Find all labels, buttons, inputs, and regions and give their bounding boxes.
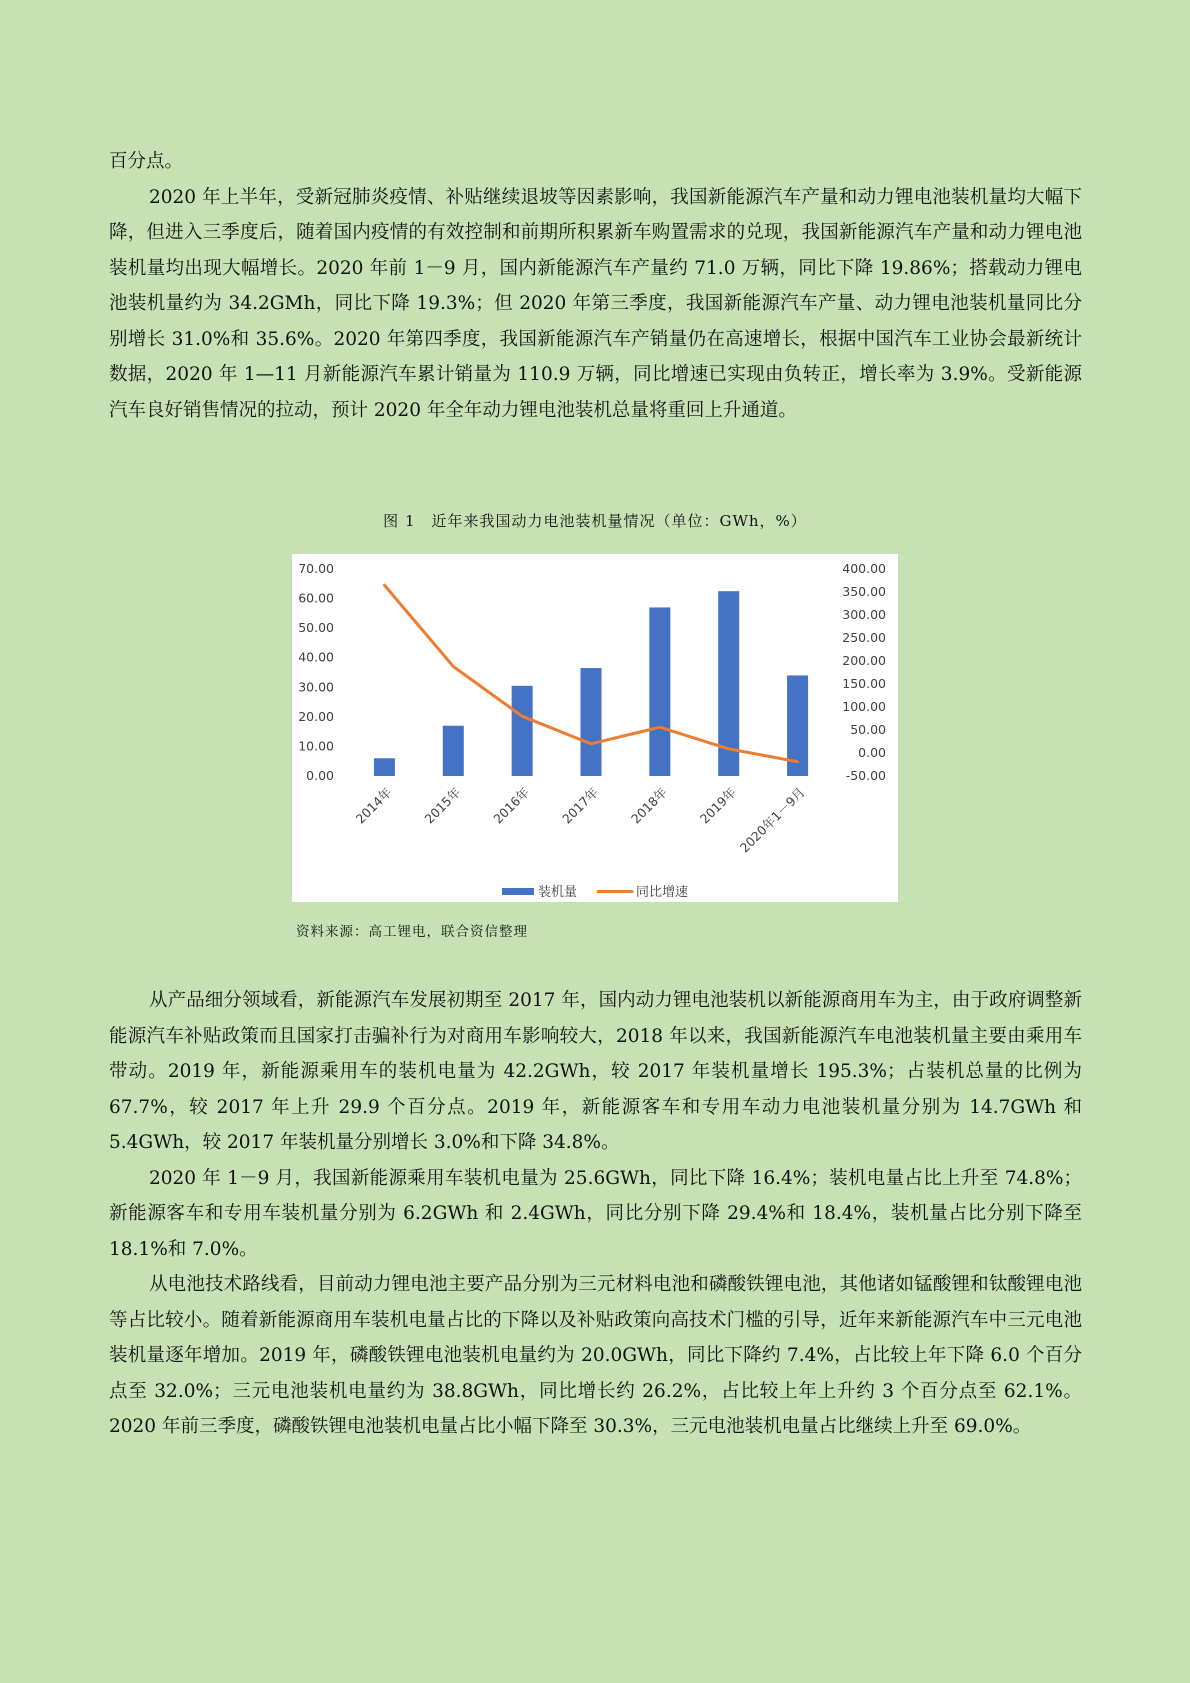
bar [649,607,670,776]
left-axis-tick-label: 30.00 [298,679,334,695]
right-axis-tick-label: 100.00 [842,699,886,714]
paragraph: 从电池技术路线看，目前动力锂电池主要产品分别为三元材料电池和磷酸铁锂电池，其他诸如锰酸锂和钛酸锂电池等占比较小。随着新能源商用车装机电量占比的下降以及补贴政策向高技术门槛的引导，近年来新能源汽车中三元电池装机量逐年增加。2019 年，磷酸铁锂电池装机电量约为 20.0GWh，同比下降约 7.4%，占比较上年下降 6.0 个百分点至 32.0%；三元电池装机电量约为 38.8GWh，同比增长约 26.2%，占比较上年上升约 3 个百分点至 62.1%。2020 年前三季度，磷酸铁锂电池装机电量占比小幅下降至 30.3%，三元电池装机电量占比继续上升至 69.0%。 [109,1274,1082,1437]
category-label: 2020年1－9月 [736,784,808,856]
paragraph: 2020 年 1－9 月，我国新能源乘用车装机电量为 25.6GWh，同比下降 16.4%；装机电量占比上升至 74.8%；新能源客车和专用车装机量分别为 6.2GWh 和 2.4GWh，同比分别下降 29.4%和 18.4%，装机量占比分别下降至 18.1%和 7.0%。 [109,1167,1082,1260]
category-label: 2014年 [352,784,395,827]
paragraph: 百分点。 [109,151,184,172]
legend-label: 同比增速 [636,885,689,900]
bar [581,668,602,776]
left-axis-tick-label: 60.00 [298,590,334,606]
paragraph: 2020 年上半年，受新冠肺炎疫情、补贴继续退坡等因素影响，我国新能源汽车产量和动力锂电池装机量均大幅下降，但进入三季度后，随着国内疫情的有效控制和前期所积累新车购置需求的兑现，我国新能源汽车产量和动力锂电池装机量均出现大幅增长。2020 年前 1－9 月，国内新能源汽车产量约 71.0 万辆，同比下降 19.86%；搭载动力锂电池装机量约为 34.2GMh，同比下降 19.3%；但 2020 年第三季度，我国新能源汽车产量、动力锂电池装机量同比分别增长 31.0%和 35.6%。2020 年第四季度，我国新能源汽车产销量仍在高速增长，根据中国汽车工业协会最新统计数据，2020 年 1—11 月新能源汽车累计销量为 110.9 万辆，同比增速已实现由负转正，增长率为 3.9%。受新能源汽车良好销售情况的拉动，预计 2020 年全年动力锂电池装机总量将重回上升通道。 [109,186,1082,421]
chart [292,554,898,902]
right-axis-tick-label: 50.00 [850,722,886,737]
figure-source: 资料来源：高工锂电，联合资信整理 [296,924,528,940]
bar [512,686,533,776]
category-label: 2017年 [559,784,602,827]
right-axis-tick-label: 250.00 [842,630,886,645]
category-label: 2018年 [628,784,670,827]
left-axis-tick-label: 70.00 [298,561,334,576]
left-axis-tick-label: 50.00 [298,620,334,636]
right-axis-tick-label: 150.00 [842,676,886,691]
left-axis-tick-label: 40.00 [298,649,334,665]
left-axis-tick-label: 10.00 [298,738,334,754]
right-axis-tick-label: 0.00 [858,745,886,760]
chart-svg [292,554,898,902]
right-axis-tick-label: 350.00 [842,584,886,599]
bar [443,726,464,776]
paragraph: 从产品细分领域看，新能源汽车发展初期至 2017 年，国内动力锂电池装机以新能源商用车为主，由于政府调整新能源汽车补贴政策而且国家打击骗补行为对商用车影响较大，2018 年以来，我国新能源汽车电池装机量主要由乘用车带动。2019 年，新能源乘用车的装机电量为 42.2GWh，较 2017 年装机量增长 195.3%；占装机总量的比例为 67.7%，较 2017 年上升 29.9 个百分点。2019 年，新能源客车和专用车动力电池装机量分别为 14.7GWh 和 5.4GWh，较 2017 年装机量分别增长 3.0%和下降 34.8%。 [109,990,1082,1153]
right-axis-tick-label: -50.00 [845,768,886,783]
right-axis-tick-label: 300.00 [842,607,886,622]
figure-title: 图 1 近年来我国动力电池装机量情况（单位：GWh，%） [383,512,807,530]
category-label: 2019年 [696,784,739,827]
left-axis-tick-label: 0.00 [306,768,334,783]
right-axis-tick-label: 400.00 [842,561,886,576]
category-label: 2016年 [490,784,533,827]
bar [374,758,395,776]
legend-swatch-bars [502,888,534,895]
left-axis-tick-label: 20.00 [298,708,334,724]
category-label: 2015年 [421,784,464,827]
right-axis-tick-label: 200.00 [842,653,886,668]
top-text [109,144,1082,428]
bottom-text [109,983,1082,1445]
legend-label: 装机量 [538,885,578,900]
